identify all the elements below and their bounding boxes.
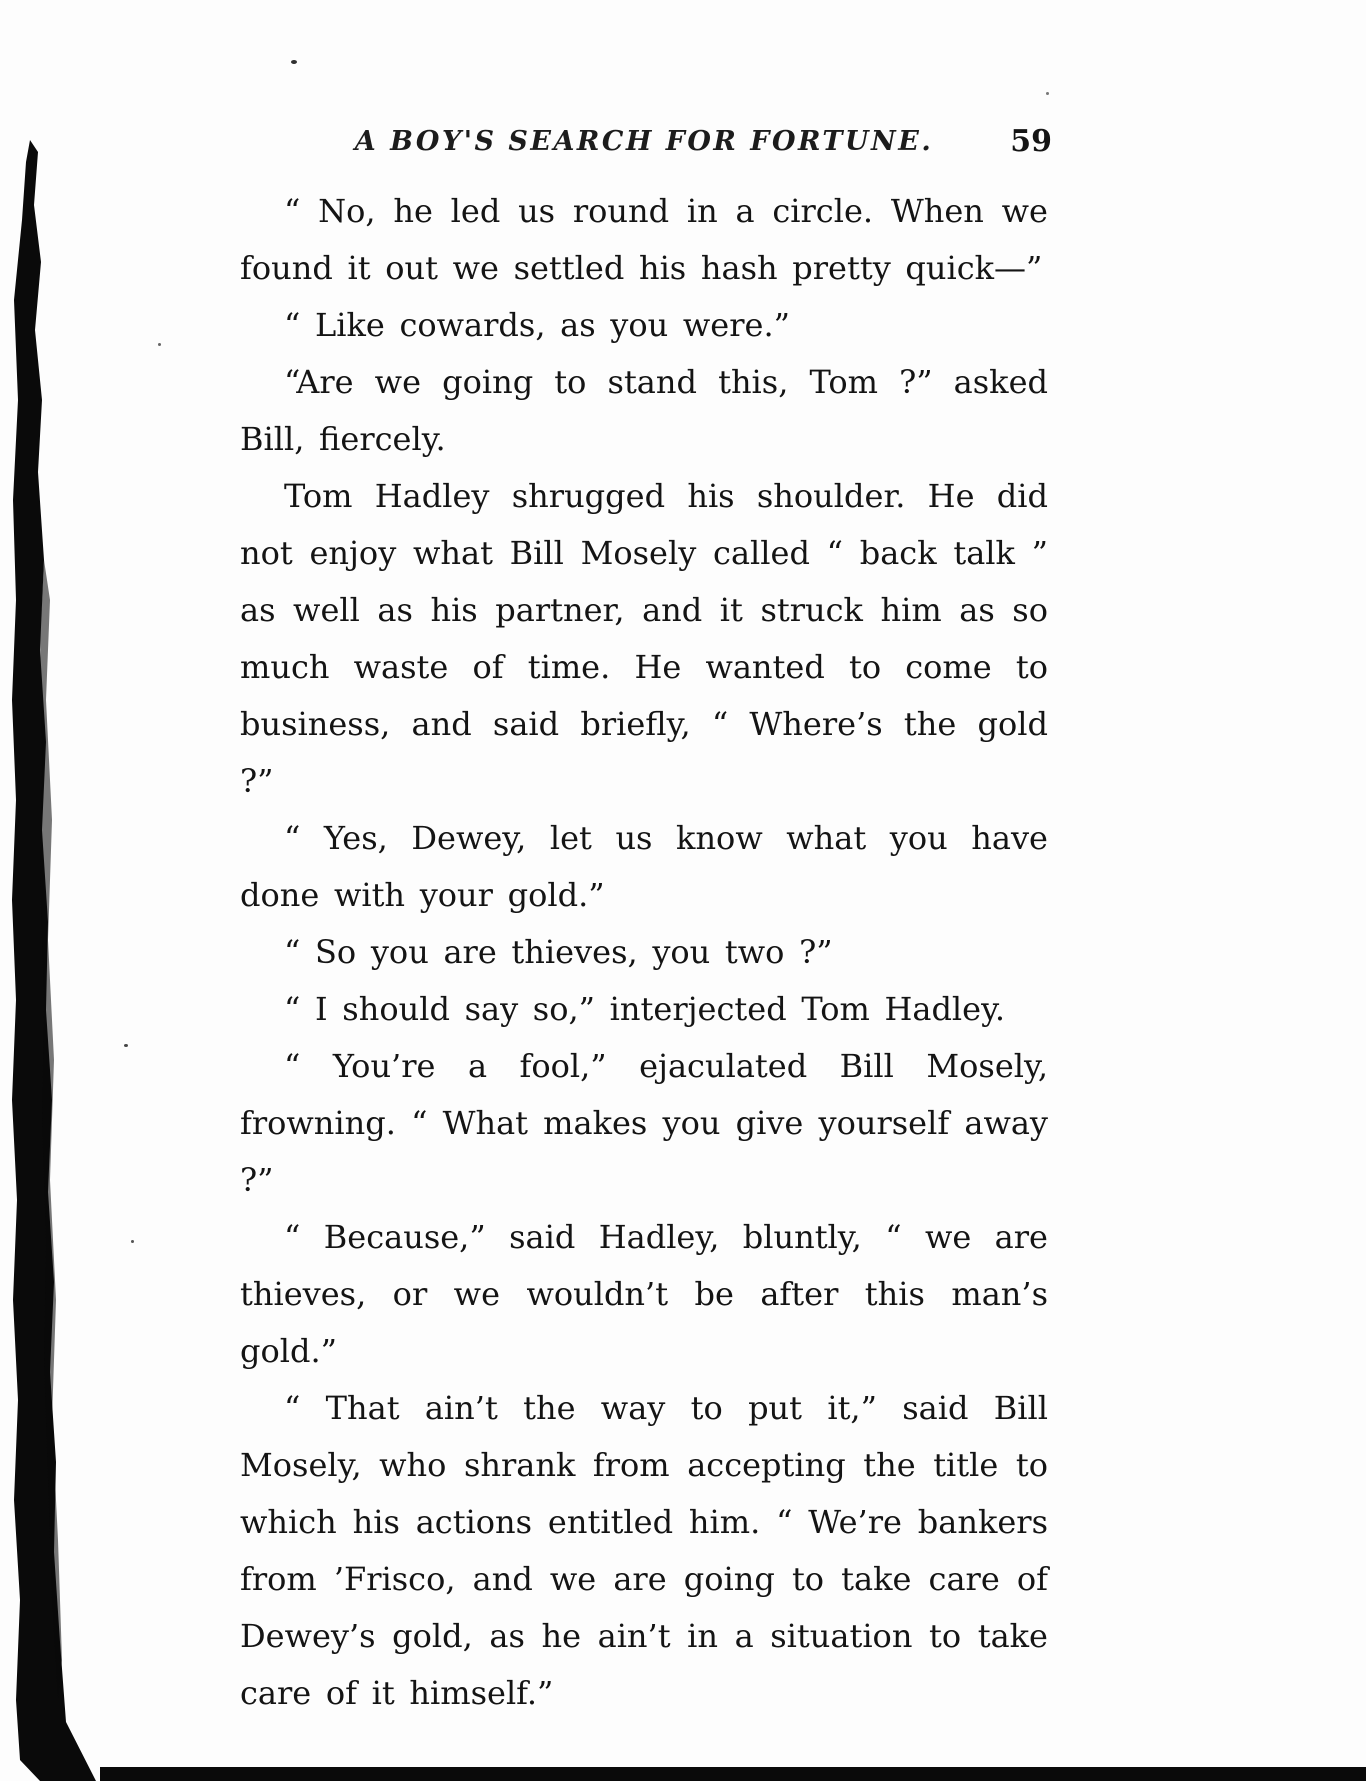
running-header-title: A BOY'S SEARCH FOR FORTUNE. [354, 126, 934, 157]
body-text [240, 183, 1048, 1722]
scan-speck [158, 343, 161, 346]
page-number: 59 [1010, 124, 1052, 159]
paragraph-3: “Are we going to stand this, Tom ?” asked Bill, fiercely. [240, 363, 1048, 458]
scan-speck [291, 60, 297, 64]
paragraph-2: “ Like cowards, as you were.” [284, 306, 791, 344]
paragraph-9: “ Because,” said Hadley, bluntly, “ we are thieves, or we wouldn’t be after this man’s gold.” [240, 1218, 1048, 1370]
paragraph-1: “ No, he led us round in a circle. When we found it out we settled his hash pretty quick—” [240, 192, 1048, 287]
paragraph-8: “ You’re a fool,” ejaculated Bill Mosely, frowning. “ What makes you give yourself away ?” [240, 1047, 1048, 1199]
scan-binding-shadow [0, 0, 130, 1781]
scan-speck [131, 1240, 134, 1243]
paragraph-4: Tom Hadley shrugged his shoulder. He did not enjoy what Bill Mosely called “ back talk ” as well as his partner, and it struck him as so much waste of time. He wanted to come to business, and said briefly, “ Where’s the gold ?” [240, 477, 1048, 800]
paragraph-10: “ That ain’t the way to put it,” said Bill Mosely, who shrank from accepting the title to which his actions entitled him. “ We’re bankers from ’Frisco, and we are going to take care of Dewey’s gold, as he ain’t in a situation to take care of it himself.” [240, 1389, 1048, 1712]
scan-speck [1046, 92, 1049, 95]
paragraph-5: “ Yes, Dewey, let us know what you have done with your gold.” [240, 819, 1048, 914]
running-header [240, 124, 1052, 166]
scan-speck [124, 1044, 128, 1047]
scan-bottom-edge [100, 1767, 1366, 1781]
paragraph-6: “ So you are thieves, you two ?” [284, 933, 833, 971]
paragraph-7: “ I should say so,” interjected Tom Hadley. [284, 990, 1006, 1028]
